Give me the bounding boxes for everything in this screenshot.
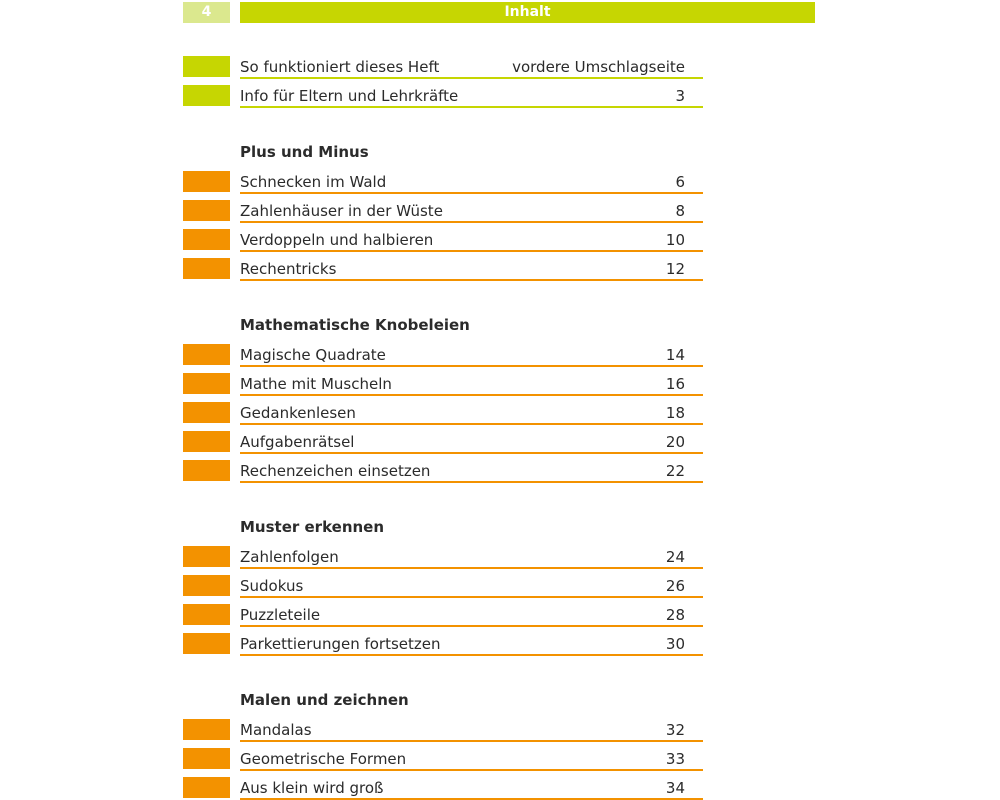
- toc-entry[interactable]: [183, 777, 703, 798]
- toc-entry-line: [240, 719, 703, 742]
- toc-entry-page: 3: [675, 86, 685, 105]
- section-marker: [183, 460, 230, 481]
- toc-entry-page: 26: [665, 576, 685, 595]
- toc-entry-page: 33: [665, 749, 685, 768]
- toc-entry[interactable]: [183, 171, 703, 192]
- toc-entry-line: [240, 344, 703, 367]
- toc-entry-line: [240, 200, 703, 223]
- section-marker: [183, 56, 230, 77]
- toc-entry-page: 16: [665, 374, 685, 393]
- toc-entry[interactable]: [183, 402, 703, 423]
- toc-entry-page: 28: [665, 605, 685, 624]
- toc-entry-page: 32: [665, 720, 685, 739]
- section-heading: Mathematische Knobeleien: [240, 316, 470, 334]
- toc-entry-title: Verdoppeln und halbieren: [240, 230, 434, 249]
- toc-entry-line: [240, 546, 703, 569]
- section-marker: [183, 85, 230, 106]
- toc-entry-page: vordere Umschlagseite: [512, 57, 685, 76]
- toc-entry-page: 12: [665, 259, 685, 278]
- page-title: Inhalt: [240, 2, 815, 23]
- toc-entry-line: [240, 171, 703, 194]
- toc-entry-title: Info für Eltern und Lehrkräfte: [240, 86, 459, 105]
- section-marker: [183, 431, 230, 452]
- section-marker: [183, 258, 230, 279]
- toc-entry-title: Rechentricks: [240, 259, 337, 278]
- toc-entry-page: 22: [665, 461, 685, 480]
- toc-entry-page: 10: [665, 230, 685, 249]
- toc-entry-page: 18: [665, 403, 685, 422]
- toc-entry-title: Schnecken im Wald: [240, 172, 387, 191]
- toc-entry-title: Magische Quadrate: [240, 345, 386, 364]
- toc-entry-title: Mathe mit Muscheln: [240, 374, 392, 393]
- toc-entry-page: 6: [675, 172, 685, 191]
- toc-entry[interactable]: [183, 575, 703, 596]
- toc-entry-page: 24: [665, 547, 685, 566]
- toc-entry-page: 14: [665, 345, 685, 364]
- toc-entry[interactable]: [183, 200, 703, 221]
- section-marker: [183, 373, 230, 394]
- section-marker: [183, 719, 230, 740]
- toc-entry[interactable]: [183, 633, 703, 654]
- toc-entry-line: [240, 229, 703, 252]
- section-heading: Muster erkennen: [240, 518, 385, 536]
- section-heading: Malen und zeichnen: [240, 691, 409, 709]
- toc-entry-page: 20: [665, 432, 685, 451]
- toc-entry-title: Parkettierungen fortsetzen: [240, 634, 441, 653]
- toc-entry[interactable]: [183, 229, 703, 250]
- toc-entry-line: [240, 402, 703, 425]
- toc-entry-title: Geometrische Formen: [240, 749, 407, 768]
- toc-entry-title: So funktioniert dieses Heft: [240, 57, 440, 76]
- section-marker: [183, 229, 230, 250]
- section-marker: [183, 604, 230, 625]
- toc-entry-title: Zahlenfolgen: [240, 547, 339, 566]
- toc-entry-line: [240, 56, 703, 79]
- toc-entry-title: Rechenzeichen einsetzen: [240, 461, 431, 480]
- toc-entry-title: Puzzleteile: [240, 605, 321, 624]
- toc-entry-page: 8: [675, 201, 685, 220]
- toc-entry[interactable]: [183, 85, 703, 106]
- section-marker: [183, 200, 230, 221]
- toc-entry[interactable]: [183, 546, 703, 567]
- section-marker: [183, 344, 230, 365]
- toc-entry-line: [240, 633, 703, 656]
- toc-entry-line: [240, 575, 703, 598]
- toc-entry-line: [240, 460, 703, 483]
- toc-entry-title: Gedankenlesen: [240, 403, 356, 422]
- toc-entry[interactable]: [183, 719, 703, 740]
- section-marker: [183, 777, 230, 798]
- toc-entry[interactable]: [183, 344, 703, 365]
- section-marker: [183, 546, 230, 567]
- toc-entry-title: Mandalas: [240, 720, 312, 739]
- section-heading: Plus und Minus: [240, 143, 369, 161]
- toc-entry-page: 34: [665, 778, 685, 797]
- toc-entry-title: Aus klein wird groß: [240, 778, 384, 797]
- toc-entry-line: [240, 604, 703, 627]
- toc-entry[interactable]: [183, 56, 703, 77]
- toc-entry[interactable]: [183, 604, 703, 625]
- toc-entry[interactable]: [183, 748, 703, 769]
- toc-entry-line: [240, 777, 703, 800]
- toc-entry[interactable]: [183, 431, 703, 452]
- toc-entry-line: [240, 85, 703, 108]
- toc-entry-line: [240, 748, 703, 771]
- toc-entry[interactable]: [183, 373, 703, 394]
- toc-entry-line: [240, 431, 703, 454]
- toc-entry-page: 30: [665, 634, 685, 653]
- section-marker: [183, 633, 230, 654]
- page-number: 4: [183, 2, 230, 23]
- toc-entry-line: [240, 373, 703, 396]
- toc-entry-title: Sudokus: [240, 576, 304, 595]
- section-marker: [183, 748, 230, 769]
- section-marker: [183, 402, 230, 423]
- toc-entry[interactable]: [183, 460, 703, 481]
- toc-entry[interactable]: [183, 258, 703, 279]
- section-marker: [183, 575, 230, 596]
- toc-entry-title: Zahlenhäuser in der Wüste: [240, 201, 443, 220]
- section-marker: [183, 171, 230, 192]
- toc-entry-title: Aufgabenrätsel: [240, 432, 355, 451]
- toc-entry-line: [240, 258, 703, 281]
